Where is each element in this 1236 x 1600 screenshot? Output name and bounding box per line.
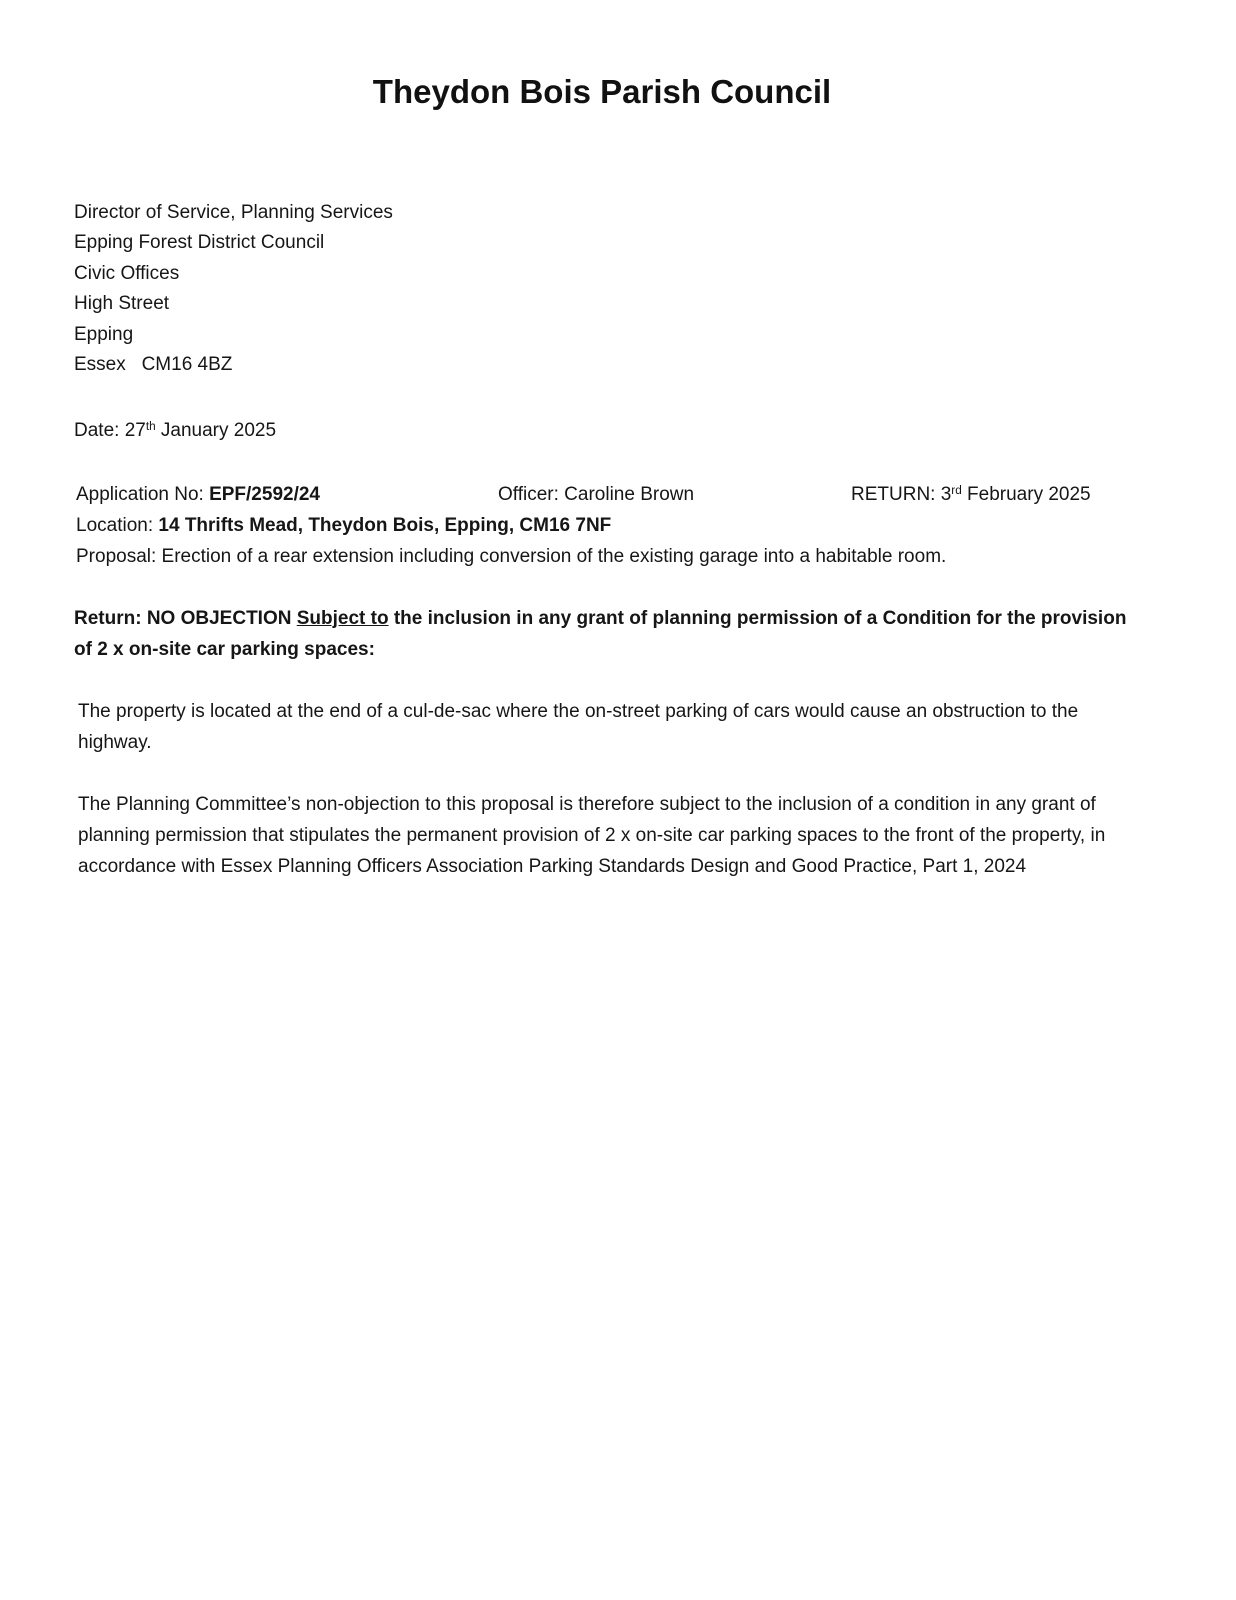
date-prefix: Date: 27 bbox=[74, 419, 146, 441]
address-line-2: Epping Forest District Council bbox=[74, 232, 325, 254]
recipient-address bbox=[74, 198, 1130, 381]
location-value: 14 Thrifts Mead, Theydon Bois, Epping, CM16 7NF bbox=[158, 514, 612, 536]
application-number bbox=[76, 479, 320, 510]
date-line bbox=[74, 415, 1130, 448]
return-statement-underlined: Subject to bbox=[296, 607, 389, 629]
date-suffix: January 2025 bbox=[155, 419, 277, 441]
address-line-4: High Street bbox=[74, 293, 170, 315]
address-line-3: Civic Offices bbox=[74, 262, 180, 284]
body-paragraph-1: The property is located at the end of a cul-de-sac where the on-street parking of cars would cause an obstruction to the highway. bbox=[78, 700, 1079, 753]
proposal-line: Proposal: Erection of a rear extension including conversion of the existing garage into a habitable room. bbox=[76, 545, 947, 567]
address-line-5: Epping bbox=[74, 323, 134, 345]
officer-name: Officer: Caroline Brown bbox=[498, 483, 695, 505]
return-date-suffix: February 2025 bbox=[961, 483, 1091, 505]
return-statement-part1: Return: NO OBJECTION bbox=[74, 607, 297, 629]
return-date-prefix: RETURN: 3 bbox=[851, 483, 952, 505]
application-number-label: Application No: bbox=[76, 483, 210, 505]
return-date-ordinal-superscript: rd bbox=[951, 484, 962, 498]
location-line bbox=[74, 510, 1130, 541]
page-title: Theydon Bois Parish Council bbox=[372, 73, 832, 110]
return-statement bbox=[74, 603, 1130, 665]
date-ordinal-superscript: th bbox=[145, 420, 156, 434]
address-line-6: Essex CM16 4BZ bbox=[74, 354, 233, 376]
location-label: Location: bbox=[76, 514, 159, 536]
return-date bbox=[851, 479, 1091, 512]
application-number-value: EPF/2592/24 bbox=[209, 483, 320, 505]
return-statement-part2: the inclusion in any grant of planning permission of a Condition for the provision of 2 x on-site car parking spaces: bbox=[74, 607, 1127, 660]
body-paragraph-2: The Planning Committee’s non-objection to this proposal is therefore subject to the inclusion of a condition in any grant of planning permission that stipulates the permanent provision of 2 x on-site car parking spaces to the front of the property, in accordance with Essex Planning Officers Association Parking Standards Design and Good Practice, Part 1, 2024 bbox=[78, 793, 1106, 877]
application-row bbox=[74, 479, 1130, 510]
address-line-1: Director of Service, Planning Services bbox=[74, 201, 393, 223]
